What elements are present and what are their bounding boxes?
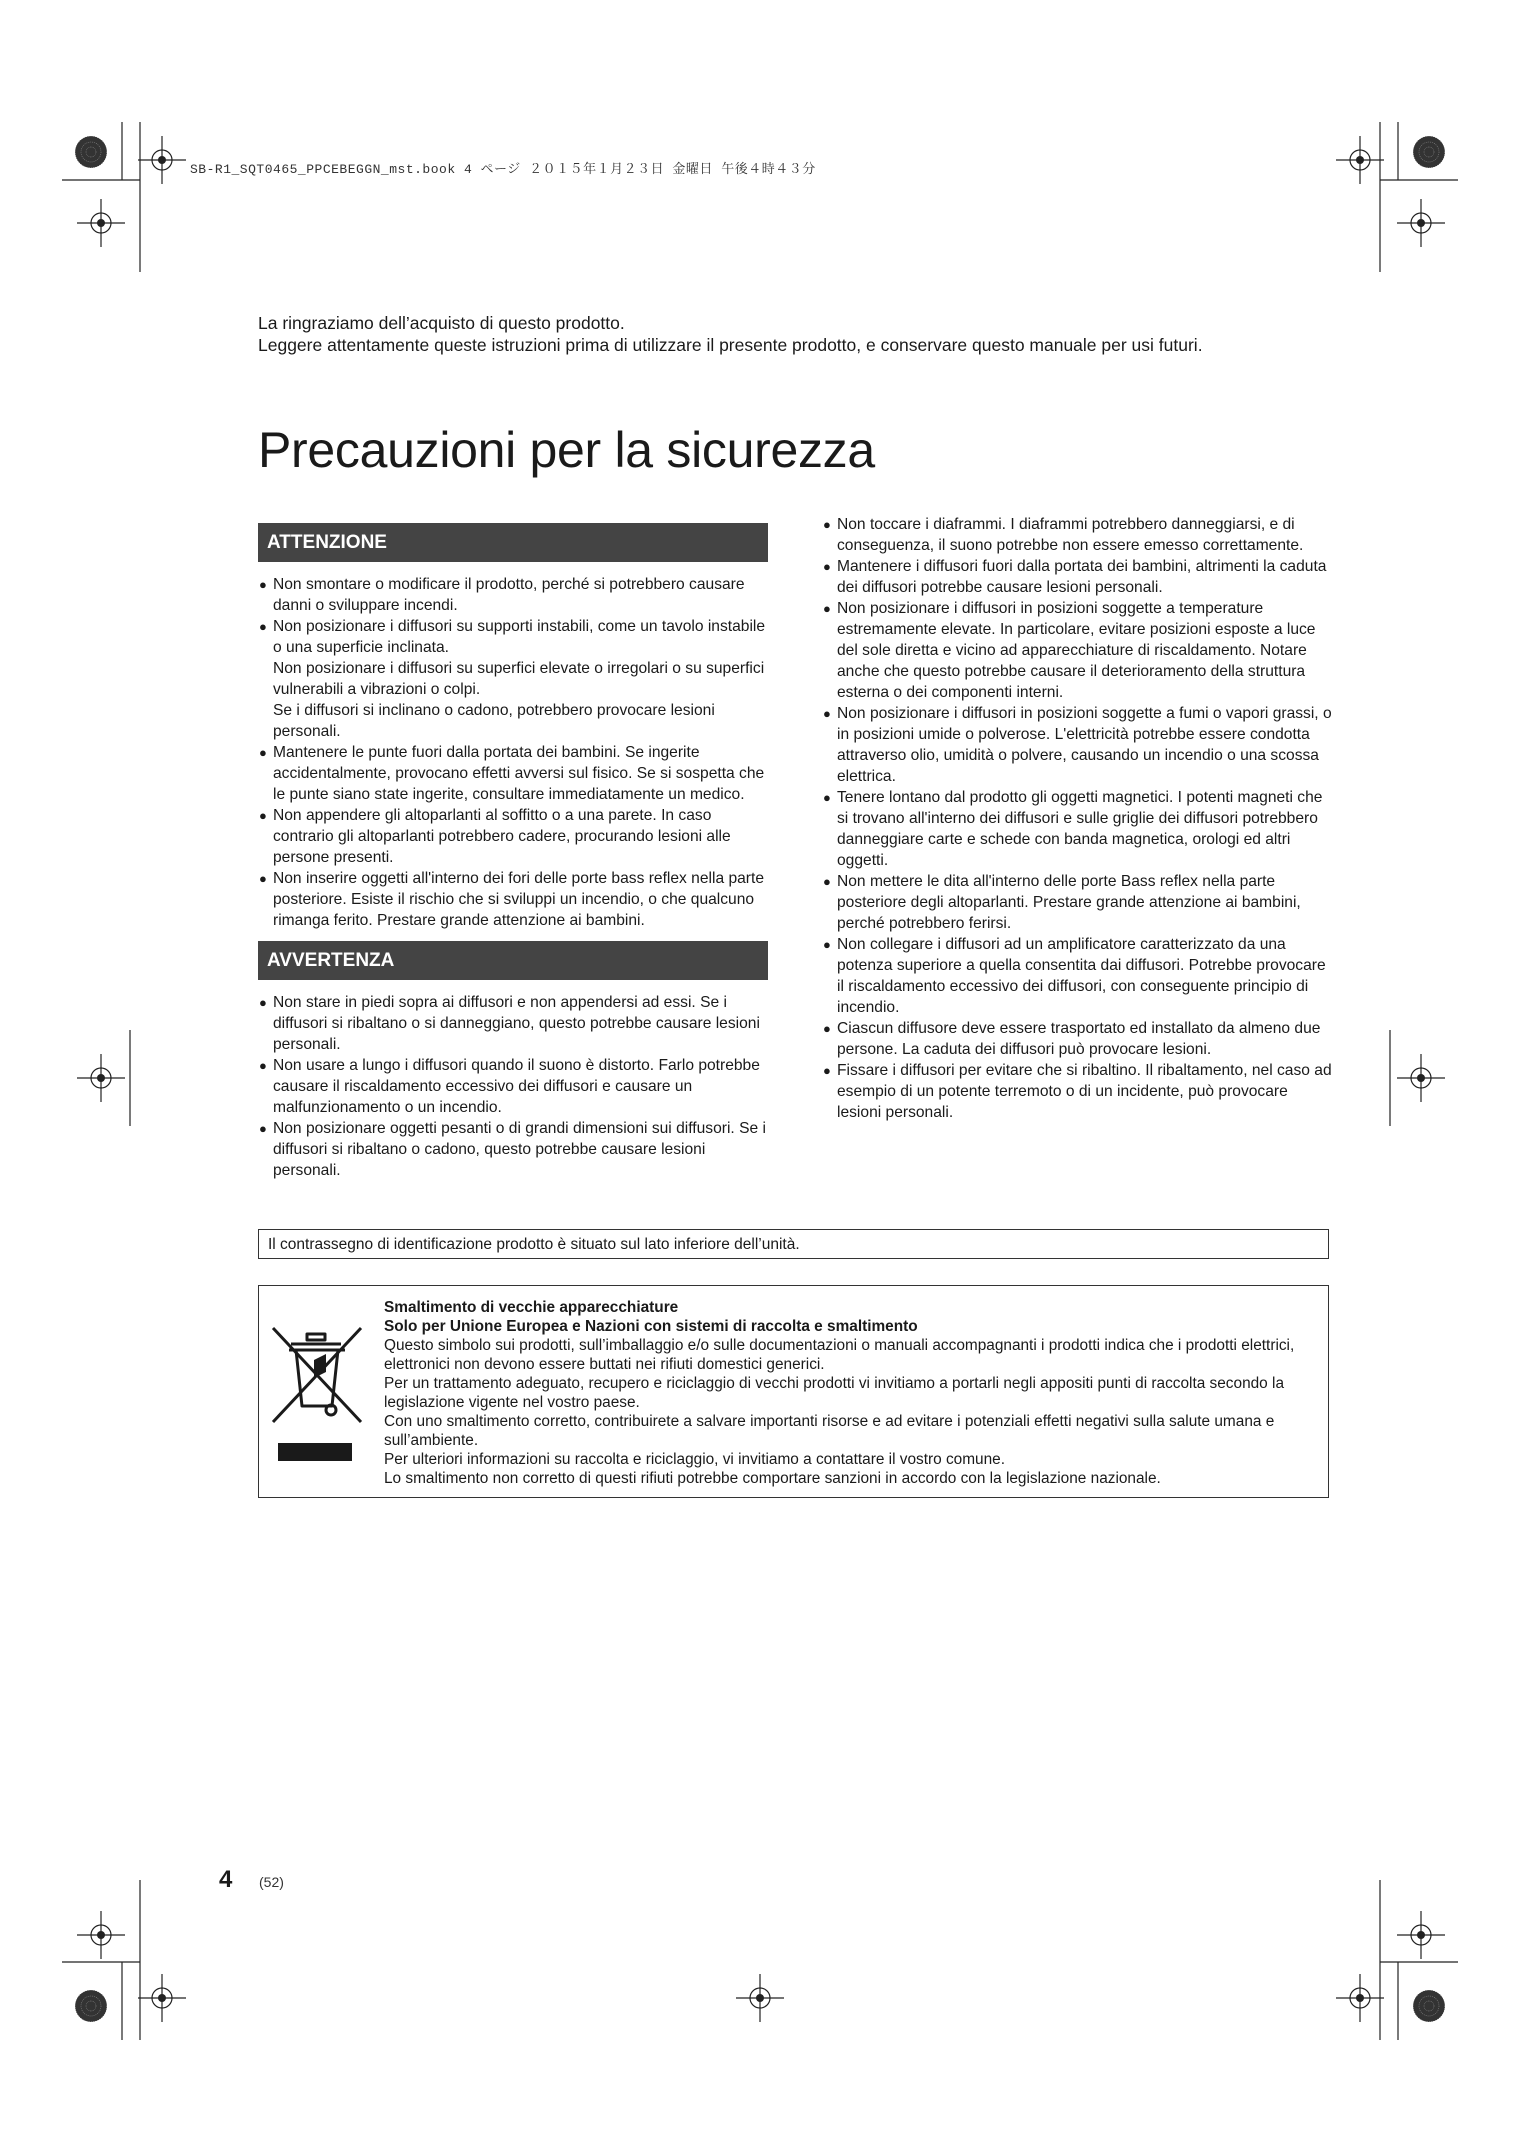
list-item xyxy=(822,871,1332,934)
attenzione-list xyxy=(258,574,768,931)
registration-mark-icon xyxy=(1336,1974,1384,2022)
list-item-text: Mantenere le punte fuori dalla portata dei bambini. Se ingerite accidentalmente, provocano effetti avversi sul fisico. Se si sospetta che le punte siano state ingerite, consultare immediatamente un medico. xyxy=(273,744,765,803)
registration-mark-icon xyxy=(138,136,186,184)
list-item-text: Non stare in piedi sopra ai diffusori e non appendersi ad essi. Se i diffusori si ribaltano o si danneggiano, questo potrebbe causare lesioni personali. xyxy=(273,994,760,1053)
registration-mark-icon xyxy=(1397,1054,1445,1102)
disposal-paragraph: Per un trattamento adeguato, recupero e riciclaggio di vecchi prodotti vi invitiamo a portarli negli appositi punti di raccolta secondo la legislazione vigente nel vostro paese. xyxy=(384,1375,1284,1411)
list-item xyxy=(258,1055,768,1118)
attenzione-heading: ATTENZIONE xyxy=(258,523,768,562)
disposal-title-2: Solo per Unione Europea e Nazioni con sistemi di raccolta e smaltimento xyxy=(384,1318,918,1335)
disposal-paragraph: Con uno smaltimento corretto, contribuirete a salvare importanti risorse e ad evitare i potenziali effetti negativi sulla salute umana e sull’ambiente. xyxy=(384,1413,1275,1449)
bullet-icon: ● xyxy=(259,577,267,592)
product-id-notice: Il contrassegno di identificazione prodotto è situato sul lato inferiore dell’unità. xyxy=(258,1229,1329,1259)
avvertenza-heading: AVVERTENZA xyxy=(258,941,768,980)
disposal-box xyxy=(258,1285,1329,1498)
intro-line-2: Leggere attentamente queste istruzioni prima di utilizzare il presente prodotto, e conservare questo manuale per usi futuri. xyxy=(258,335,1203,355)
list-item xyxy=(258,1118,768,1181)
list-item-text: Mantenere i diffusori fuori dalla portata dei bambini, altrimenti la caduta dei diffusori potrebbe causare lesioni personali. xyxy=(837,558,1327,596)
list-item xyxy=(822,787,1332,871)
list-item-text: Se i diffusori si inclinano o cadono, potrebbero provocare lesioni personali. xyxy=(273,702,715,740)
list-item xyxy=(258,992,768,1055)
bullet-icon: ● xyxy=(823,1063,831,1078)
list-item-text: Non posizionare oggetti pesanti o di grandi dimensioni sui diffusori. Se i diffusori si ribaltano o cadono, questo potrebbe causare lesioni personali. xyxy=(273,1120,766,1179)
page-title: Precauzioni per la sicurezza xyxy=(258,422,875,478)
list-item xyxy=(822,598,1332,703)
registration-mark-icon xyxy=(77,1054,125,1102)
list-item xyxy=(258,742,768,805)
bullet-icon: ● xyxy=(259,745,267,760)
list-item-text: Fissare i diffusori per evitare che si ribaltino. Il ribaltamento, nel caso ad esempio di un potente terremoto o di un incidente, può provocare lesioni personali. xyxy=(837,1062,1332,1121)
disposal-title-1: Smaltimento di vecchie apparecchiature xyxy=(384,1299,679,1316)
list-item-text: Non inserire oggetti all'interno dei fori delle porte bass reflex nella parte posteriore. Esiste il rischio che si sviluppi un incendio, o che qualcuno rimanga ferito. Prestare grande attenzione ai bambini. xyxy=(273,870,764,929)
list-item-text: Non posizionare i diffusori su supporti instabili, come un tavolo instabile o una superficie inclinata. xyxy=(273,618,766,656)
list-item xyxy=(822,514,1332,556)
disposal-text xyxy=(384,1298,1314,1488)
starburst-mark-icon xyxy=(75,1990,107,2022)
bullet-icon: ● xyxy=(259,1121,267,1136)
list-item xyxy=(258,616,768,742)
registration-mark-icon xyxy=(1397,199,1445,247)
list-item-text: Non posizionare i diffusori in posizioni soggette a fumi o vapori grassi, o in posizioni umide o polverose. L'elettricità potrebbe essere condotta attraverso olio, umidità o polvere, causando un incendio o una scossa elettrica. xyxy=(837,705,1332,785)
page-number: 4 xyxy=(219,1866,233,1893)
list-item-text: Non posizionare i diffusori su superfici elevate o irregolari o su superfici vulnerabili a vibrazioni o colpi. xyxy=(273,660,765,698)
bullet-icon: ● xyxy=(823,790,831,805)
list-item-text: Non smontare o modificare il prodotto, perché si potrebbero causare danni o sviluppare incendi. xyxy=(273,576,745,614)
list-item-text: Non appendere gli altoparlanti al soffitto o a una parete. In caso contrario gli altoparlanti potrebbero cadere, procurando lesioni alle persone presenti. xyxy=(273,807,731,866)
bullet-icon: ● xyxy=(259,808,267,823)
list-item xyxy=(822,1018,1332,1060)
starburst-mark-icon xyxy=(75,136,107,168)
bullet-icon: ● xyxy=(823,937,831,952)
intro-line-1: La ringraziamo dell’acquisto di questo prodotto. xyxy=(258,313,625,333)
bullet-icon: ● xyxy=(259,619,267,634)
print-header: SB-R1_SQT0465_PPCEBEGGN_mst.book 4 ページ ２０１５年１月２３日 金曜日 午後４時４３分 xyxy=(190,162,816,177)
disposal-paragraph: Lo smaltimento non corretto di questi rifiuti potrebbe comportare sanzioni in accordo con la legislazione nazionale. xyxy=(384,1470,1161,1487)
list-item xyxy=(822,1060,1332,1123)
disposal-paragraph: Questo simbolo sui prodotti, sull’imballaggio e/o sulle documentazioni o manuali accompagnanti i prodotti indica che i prodotti elettrici, elettronici non devono essere buttati nei rifiuti domestici generici. xyxy=(384,1337,1295,1373)
crossed-out-wheelie-bin-icon xyxy=(269,1326,365,1436)
list-item xyxy=(822,703,1332,787)
disposal-paragraph: Per ulteriori informazioni su raccolta e riciclaggio, vi invitiamo a contattare il vostro comune. xyxy=(384,1451,1006,1468)
registration-mark-icon xyxy=(77,1911,125,1959)
starburst-mark-icon xyxy=(1413,136,1445,168)
right-column xyxy=(822,514,1332,1133)
list-item-text: Tenere lontano dal prodotto gli oggetti magnetici. I potenti magneti che si trovano all'interno dei diffusori e sulle griglie dei diffusori potrebbero danneggiare carte e schede con banda magnetica, orologi ed altri oggetti. xyxy=(837,789,1323,869)
list-item xyxy=(822,556,1332,598)
bullet-icon: ● xyxy=(823,706,831,721)
avvertenza-list xyxy=(258,992,768,1181)
list-item-text: Non collegare i diffusori ad un amplificatore caratterizzato da una potenza superiore a quella consentita dai diffusori. Potrebbe provocare il riscaldamento eccessivo dei diffusori, con conseguente principio di incendio. xyxy=(837,936,1326,1016)
registration-mark-icon xyxy=(1336,136,1384,184)
left-column xyxy=(258,523,768,1191)
bullet-icon: ● xyxy=(823,601,831,616)
list-item xyxy=(258,868,768,931)
bullet-icon: ● xyxy=(823,517,831,532)
bullet-icon: ● xyxy=(259,871,267,886)
bullet-icon: ● xyxy=(823,874,831,889)
registration-mark-icon xyxy=(736,1974,784,2022)
right-list xyxy=(822,514,1332,1123)
bullet-icon: ● xyxy=(823,559,831,574)
starburst-mark-icon xyxy=(1413,1990,1445,2022)
intro xyxy=(258,312,1328,356)
list-item xyxy=(822,934,1332,1018)
list-item-text: Ciascun diffusore deve essere trasportato ed installato da almeno due persone. La caduta dei diffusori può provocare lesioni. xyxy=(837,1020,1321,1058)
black-bar-marking xyxy=(278,1443,352,1461)
list-item-text: Non posizionare i diffusori in posizioni soggette a temperature estremamente elevate. In particolare, evitare posizioni esposte a luce del sole diretta e vicino ad apparecchiature di riscaldamento. Notare anche che questo potrebbe causare il deterioramento della struttura esterna o dei componenti interni. xyxy=(837,600,1316,701)
page-sub-number: (52) xyxy=(259,1874,284,1890)
list-item-text: Non usare a lungo i diffusori quando il suono è distorto. Farlo potrebbe causare il riscaldamento eccessivo dei diffusori e causare un malfunzionamento o un incendio. xyxy=(273,1057,760,1116)
bullet-icon: ● xyxy=(259,1058,267,1073)
registration-mark-icon xyxy=(77,199,125,247)
bullet-icon: ● xyxy=(823,1021,831,1036)
registration-mark-icon xyxy=(1397,1911,1445,1959)
registration-mark-icon xyxy=(138,1974,186,2022)
bullet-icon: ● xyxy=(259,995,267,1010)
list-item-text: Non mettere le dita all'interno delle porte Bass reflex nella parte posteriore degli altoparlanti. Prestare grande attenzione ai bambini, perché potrebbero ferirsi. xyxy=(837,873,1301,932)
list-item-text: Non toccare i diaframmi. I diaframmi potrebbero danneggiarsi, e di conseguenza, il suono potrebbe non essere emesso correttamente. xyxy=(837,516,1304,554)
list-item xyxy=(258,805,768,868)
list-item xyxy=(258,574,768,616)
